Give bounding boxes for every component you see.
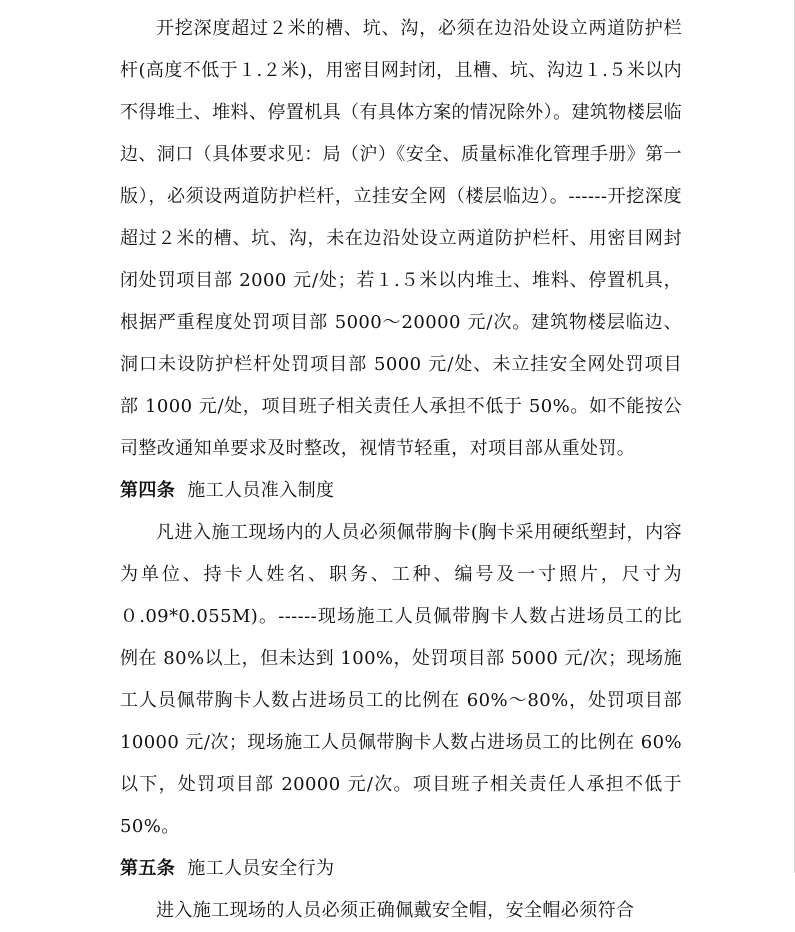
paragraph-protective-railing: 开挖深度超过２米的槽、坑、沟，必须在边沿处设立两道防护栏杆(高度不低于１.２米)，用密目网封闭，且槽、坑、沟边１.５米以内不得堆土、堆料、停置机具（有具体方案的情况除外）。建筑物楼层临边、洞口（具体要求见：局（沪）《安全、质量标准化管理手册》第一版），必须设两道防护栏杆，立挂安全网（楼层临边）。------开挖深度超过２米的槽、坑、沟，未在边沿处设立两道防护栏杆、用密目网封闭处罚项目部 2000 元/处；若１.５米以内堆土、堆料、停置机具，根据严重程度处罚项目部 5000～20000 元/次。建筑物楼层临边、洞口未设防护栏杆处罚项目部 5000 元/处、未立挂安全网处罚项目部 1000 元/处，项目班子相关责任人承担不低于 50%。如不能按公司整改通知单要求及时整改，视情节轻重，对项目部从重处罚。 [120,18,682,459]
article-4-number: 第四条 [120,480,176,501]
article-4-heading [120,470,682,512]
article-5-number: 第五条 [120,858,176,879]
paragraph-safety-helmet: 进入施工现场的人员必须正确佩戴安全帽，安全帽必须符合 [156,900,635,921]
article-5-heading [120,848,682,890]
article-4-title: 施工人员准入制度 [187,480,335,501]
document-body [120,8,682,932]
article-5-title: 施工人员安全行为 [187,858,335,879]
paragraph-badge-rules: 凡进入施工现场内的人员必须佩带胸卡(胸卡采用硬纸塑封，内容为单位、持卡人姓名、职务、工种、编号及一寸照片，尺寸为０.09*0.055M)。------现场施工人员佩带胸卡人数占进场员工的比例在 80%以上，但未达到 100%，处罚项目部 5000 元/次；现场施工人员佩带胸卡人数占进场员工的比例在 60%～80%，处罚项目部 10000 元/次；现场施工人员佩带胸卡人数占进场员工的比例在 60%以下，处罚项目部 20000 元/次。项目班子相关责任人承担不低于 50%。 [120,522,682,837]
